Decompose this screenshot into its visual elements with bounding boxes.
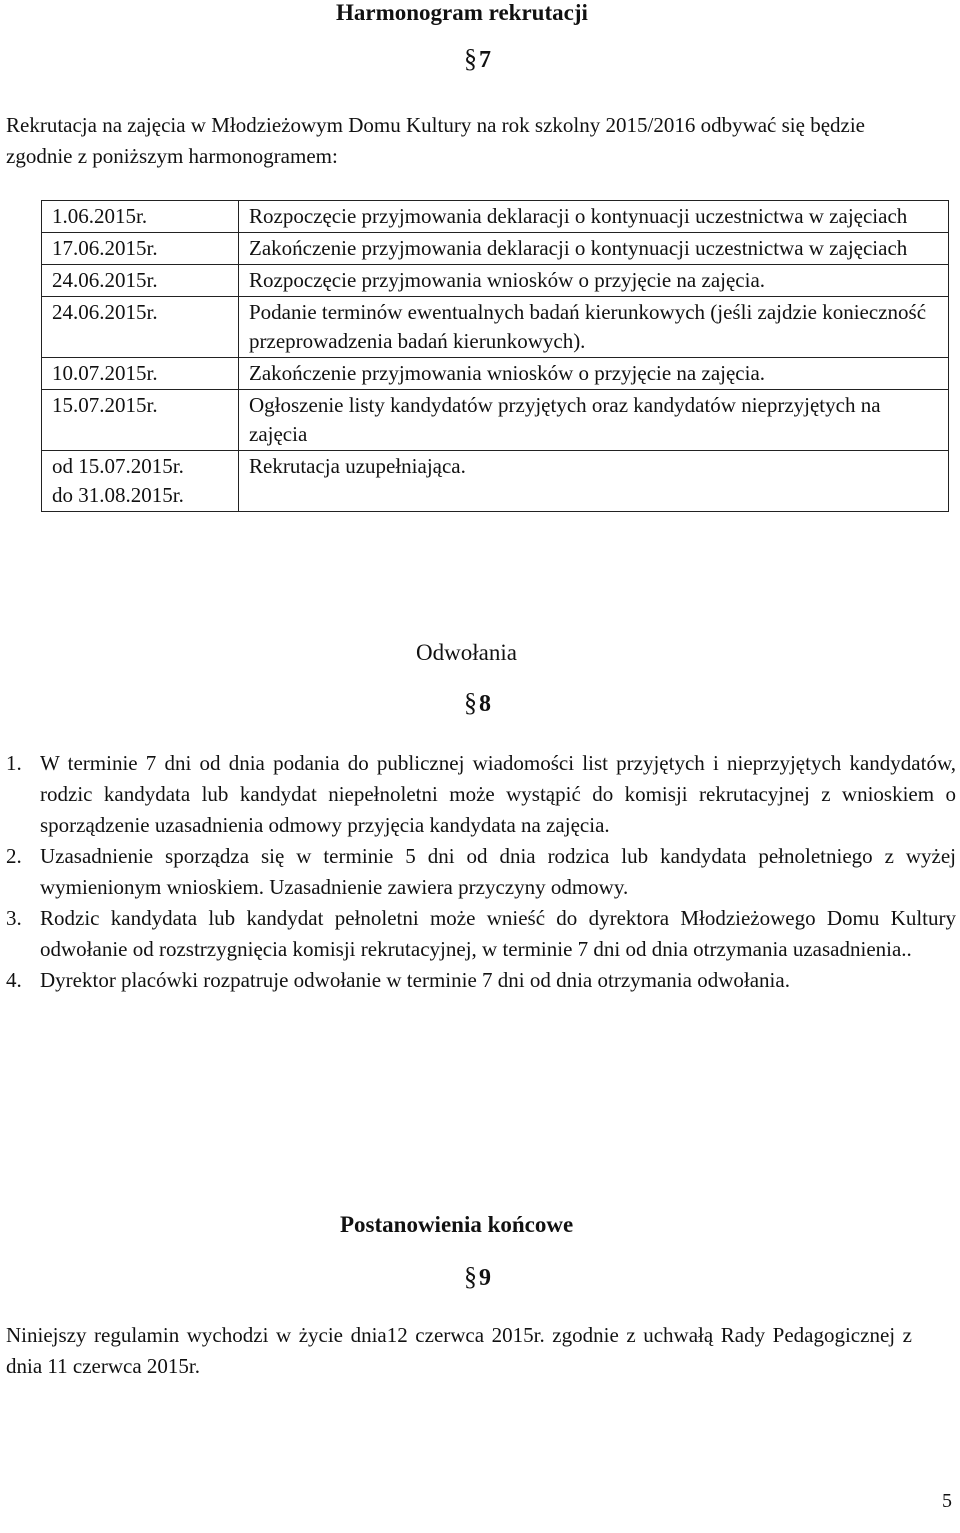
section-8-number — [464, 688, 491, 718]
list-item-number: 4. — [6, 968, 22, 992]
list-item-number: 3. — [6, 906, 22, 930]
page-title: Harmonogram rekrutacji — [336, 0, 588, 25]
list-item — [6, 965, 956, 996]
schedule-date: 1.06.2015r. — [42, 201, 239, 233]
table-row — [42, 265, 949, 297]
section-symbol: § — [464, 44, 477, 73]
table-row — [42, 297, 949, 358]
section-7-number — [464, 44, 491, 74]
schedule-description: Rozpoczęcie przyjmowania deklaracji o kontynuacji uczestnictwa w zajęciach — [239, 201, 949, 233]
page-number: 5 — [942, 1490, 952, 1512]
list-item-text: Dyrektor placówki rozpatruje odwołanie w terminie 7 dni od dnia otrzymania odwołania. — [40, 968, 790, 992]
schedule-description: Rekrutacja uzupełniająca. — [239, 451, 949, 512]
section-number: 7 — [479, 47, 491, 73]
schedule-date-end: do 31.08.2015r. — [52, 483, 184, 507]
schedule-description: Zakończenie przyjmowania deklaracji o kontynuacji uczestnictwa w zajęciach — [239, 233, 949, 265]
section-symbol: § — [464, 1262, 477, 1291]
list-item — [6, 841, 956, 903]
schedule-description: Podanie terminów ewentualnych badań kierunkowych (jeśli zajdzie konieczność przeprowadzenia badań kierunkowych). — [239, 297, 949, 358]
list-item-number: 1. — [6, 751, 22, 775]
odwolania-list — [6, 748, 956, 996]
section-9-number — [464, 1262, 491, 1292]
schedule-date-range — [42, 451, 239, 512]
schedule-description: Rozpoczęcie przyjmowania wniosków o przyjęcie na zajęcia. — [239, 265, 949, 297]
schedule-description: Zakończenie przyjmowania wniosków o przyjęcie na zajęcia. — [239, 358, 949, 390]
table-row — [42, 201, 949, 233]
table-row — [42, 358, 949, 390]
table-row — [42, 233, 949, 265]
list-item-text: Uzasadnienie sporządza się w terminie 5 dni od dnia rodzica lub kandydata pełnoletniego z wyżej wymienionym wnioskiem. Uzasadnienie zawiera przyczyny odmowy. — [40, 844, 956, 899]
schedule-date: 17.06.2015r. — [42, 233, 239, 265]
schedule-date: 10.07.2015r. — [42, 358, 239, 390]
list-item-text: Rodzic kandydata lub kandydat pełnoletni może wnieść do dyrektora Młodzieżowego Domu Kultury odwołanie od rozstrzygnięcia komisji rekrutacyjnej, w terminie 7 dni od dnia otrzymania uzasadnienia.. — [40, 906, 956, 961]
schedule-date: 15.07.2015r. — [42, 390, 239, 451]
schedule-date: 24.06.2015r. — [42, 297, 239, 358]
list-item — [6, 748, 956, 841]
postanowienia-heading: Postanowienia końcowe — [340, 1212, 574, 1237]
list-item-number: 2. — [6, 844, 22, 868]
section-symbol: § — [464, 688, 477, 717]
schedule-date: 24.06.2015r. — [42, 265, 239, 297]
schedule-table — [41, 200, 949, 512]
schedule-date-start: od 15.07.2015r. — [52, 454, 184, 478]
table-row — [42, 451, 949, 512]
intro-paragraph: Rekrutacja na zajęcia w Młodzieżowym Domu Kultury na rok szkolny 2015/2016 odbywać się będzie zgodnie z poniższym harmonogramem: — [6, 113, 866, 168]
list-item — [6, 903, 956, 965]
section-number: 8 — [479, 691, 491, 717]
list-item-text: W terminie 7 dni od dnia podania do publicznej wiadomości list przyjętych i nieprzyjętych kandydatów, rodzic kandydata lub kandydat niepełnoletni może wystąpić do komisji rekrutacyjnej z wnioskiem o sporządzenie uzasadnienia odmowy przyjęcia kandydata na zajęcia. — [40, 751, 956, 837]
odwolania-heading: Odwołania — [416, 640, 517, 665]
schedule-description: Ogłoszenie listy kandydatów przyjętych oraz kandydatów nieprzyjętych na zajęcia — [239, 390, 949, 451]
section-number: 9 — [479, 1265, 491, 1291]
final-paragraph: Niniejszy regulamin wychodzi w życie dnia12 czerwca 2015r. zgodnie z uchwałą Rady Pedagogicznej z dnia 11 czerwca 2015r. — [6, 1323, 912, 1378]
table-row — [42, 390, 949, 451]
